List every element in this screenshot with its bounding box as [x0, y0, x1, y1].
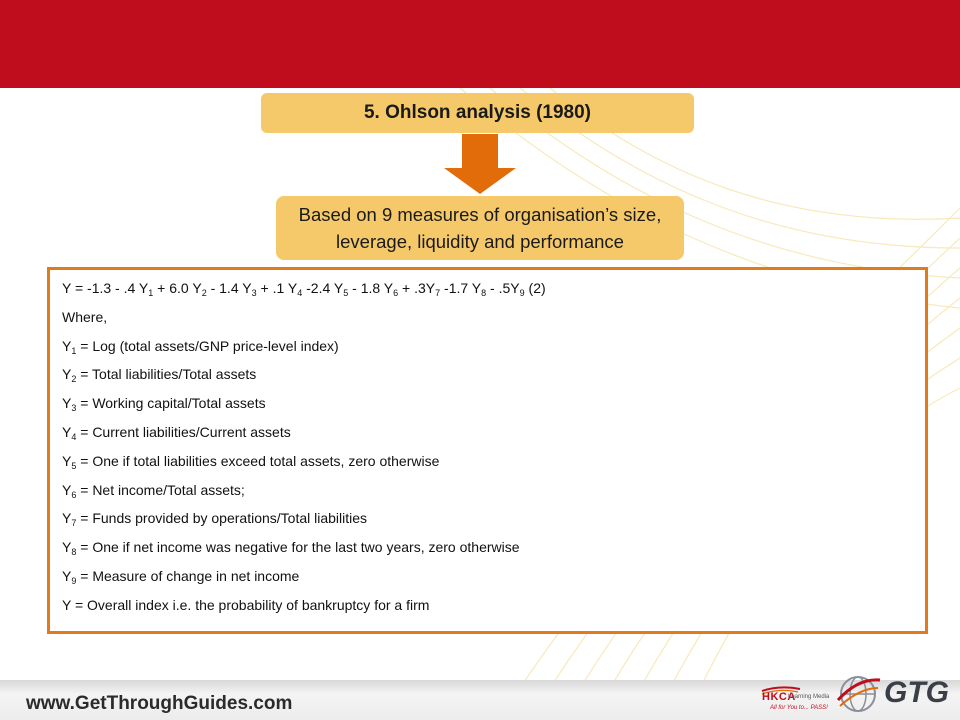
variable-subscript: 8 — [71, 547, 77, 558]
formula-line — [62, 364, 913, 393]
variable-subscript: 4 — [297, 288, 303, 298]
footer-url[interactable]: www.GetThroughGuides.com — [26, 693, 293, 714]
formula-text: + .3Y — [398, 280, 436, 296]
formula-text: = One if net income was negative for the last two years, zero otherwise — [76, 539, 520, 556]
formula-text: Y — [62, 395, 72, 412]
formula-line — [62, 422, 913, 451]
formula-text: -2.4 Y — [302, 280, 344, 296]
formula-text: Where, — [62, 308, 108, 325]
variable-subscript: 3 — [251, 288, 257, 298]
hkca-name: HKCA — [762, 691, 796, 703]
formula-line — [62, 537, 913, 566]
formula-line — [62, 307, 913, 336]
formula-line — [62, 508, 913, 537]
formula-text: Y — [62, 337, 72, 354]
variable-subscript: 5 — [71, 460, 77, 471]
formula-text: Y = Overall index i.e. the probability of bankruptcy for a firm — [62, 596, 430, 613]
variable-subscript: 2 — [71, 374, 77, 385]
formula-text: -1.7 Y — [440, 280, 482, 296]
formula-line — [62, 278, 913, 307]
header-bar — [0, 0, 960, 88]
formula-line — [62, 566, 913, 595]
formula-text: Y = -1.3 - .4 Y — [62, 280, 149, 296]
variable-subscript: 9 — [519, 288, 525, 298]
formula-text: = Log (total assets/GNP price-level index) — [76, 337, 339, 354]
hkca-tagline: All for You to... PASS! — [770, 705, 828, 711]
formula-line — [62, 595, 913, 624]
formula-text: Y — [62, 539, 72, 556]
variable-subscript: 4 — [71, 431, 77, 442]
variable-subscript: 8 — [481, 288, 487, 298]
variable-subscript: 6 — [71, 489, 77, 500]
formula-text: Y — [62, 366, 72, 383]
hkca-subtitle: Learning Media — [788, 694, 830, 700]
formula-line — [62, 451, 913, 480]
variable-subscript: 1 — [71, 345, 77, 356]
formula-text: (2) — [524, 280, 546, 296]
formula-text: Y — [62, 423, 72, 440]
summary-box — [276, 196, 684, 260]
variable-subscript: 7 — [435, 288, 441, 298]
formula-text: = One if total liabilities exceed total assets, zero otherwise — [76, 452, 440, 469]
gtg-globe-icon — [834, 670, 882, 716]
slide-title: 5. Ohlson analysis (1980) — [363, 102, 592, 123]
formula-text: Y — [62, 567, 72, 584]
formula-text: Y — [62, 510, 72, 527]
formula-text: - 1.8 Y — [348, 280, 394, 296]
formula-text: - .5Y — [486, 280, 520, 296]
formula-text: + .1 Y — [256, 280, 298, 296]
down-arrow-icon — [444, 134, 516, 194]
formula-text: = Current liabilities/Current assets — [76, 423, 291, 440]
variable-subscript: 2 — [201, 288, 207, 298]
formula-box — [47, 267, 928, 634]
formula-text: = Total liabilities/Total assets — [76, 366, 257, 383]
slide-title-box — [261, 93, 694, 133]
variable-subscript: 3 — [71, 403, 77, 414]
gtg-name: GTG — [884, 676, 949, 709]
formula-text: + 6.0 Y — [153, 280, 202, 296]
formula-text: = Working capital/Total assets — [76, 395, 266, 412]
variable-subscript: 9 — [71, 575, 77, 586]
variable-subscript: 1 — [148, 288, 154, 298]
formula-text: = Net income/Total assets; — [76, 481, 245, 498]
variable-subscript: 7 — [71, 518, 77, 529]
formula-text: = Funds provided by operations/Total liabilities — [76, 510, 368, 527]
formula-text: - 1.4 Y — [206, 280, 252, 296]
formula-text: Y — [62, 452, 72, 469]
formula-line — [62, 393, 913, 422]
formula-line — [62, 480, 913, 509]
formula-line — [62, 336, 913, 365]
formula-text: = Measure of change in net income — [76, 567, 300, 584]
variable-subscript: 6 — [393, 288, 399, 298]
formula-text: Y — [62, 481, 72, 498]
summary-text: Based on 9 measures of organisation’s size, leverage, liquidity and performance — [298, 204, 662, 252]
variable-subscript: 5 — [343, 288, 349, 298]
